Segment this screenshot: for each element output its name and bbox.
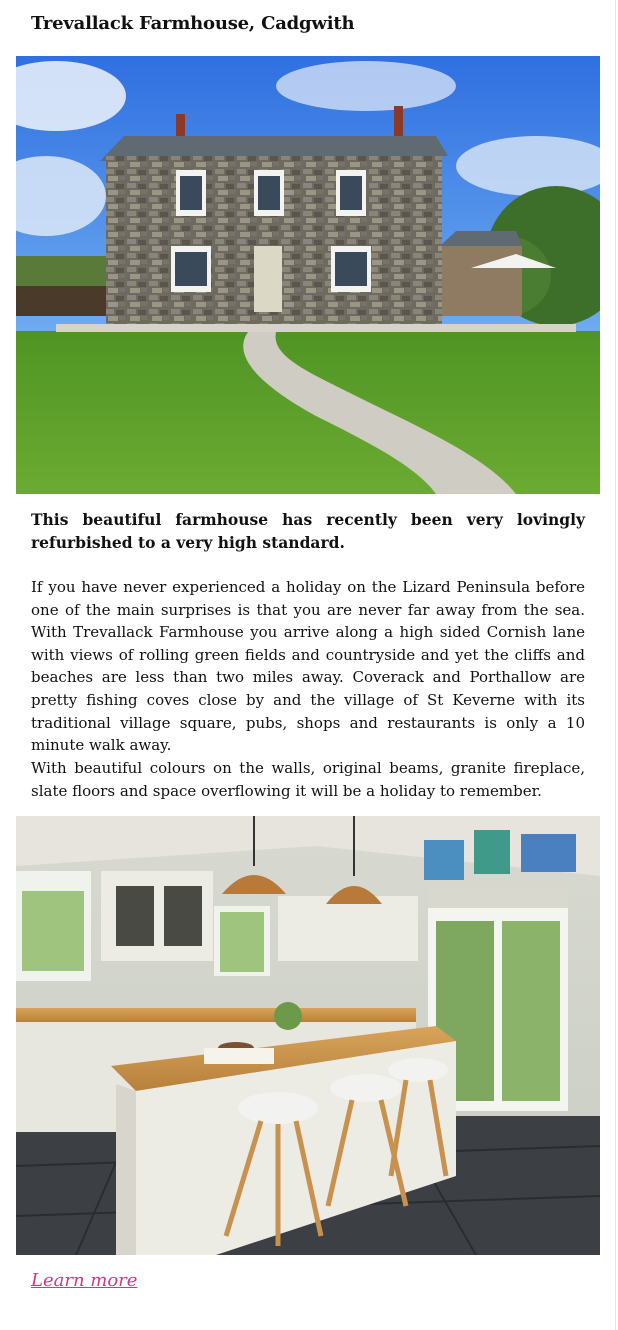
farmhouse-exterior-photo: [16, 56, 600, 494]
learn-more-link[interactable]: Learn more: [31, 1270, 138, 1291]
listing-description: If you have never experienced a holiday on the Lizard Peninsula before one of the main surprises is that you are never far away from the sea. With Trevallack Farmhouse you arrive along a high sided Cornish lane with views of rolling green fields and countryside and yet the cliffs and beaches are less than two miles away. Coverack and Porthallow are pretty fishing coves close by and the village of St Keverne with its traditional village square, pubs, shops and restaurants is only a 10 minute walk away.: [31, 578, 585, 755]
kitchen-interior-photo: [16, 816, 600, 1255]
listing-lead: This beautiful farmhouse has recently been very lovingly refurbished to a very high standard.: [31, 510, 585, 552]
listing-features: With beautiful colours on the walls, original beams, granite fireplace, slate floors and space overflowing it will be a holiday to remember.: [31, 759, 585, 800]
listing-title: Trevallack Farmhouse, Cadgwith: [31, 13, 355, 34]
right-border: [615, 0, 616, 1330]
